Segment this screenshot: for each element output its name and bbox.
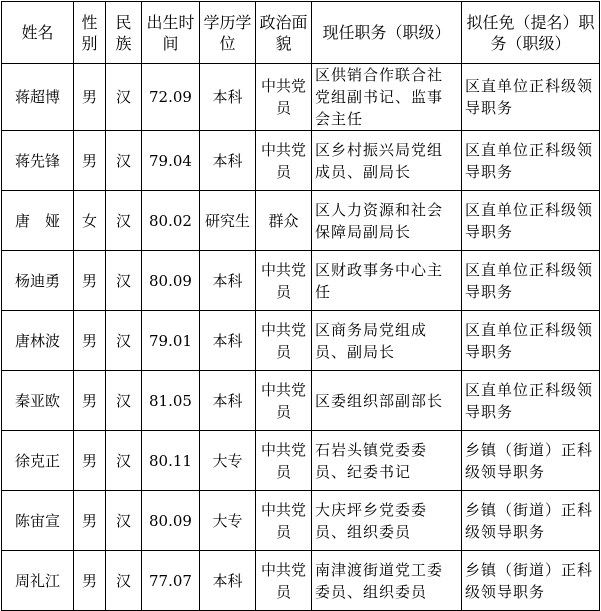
- cell-ethnicity: 汉: [106, 431, 142, 491]
- cell-political: 中共党员: [256, 251, 312, 311]
- header-political: 政治面貌: [256, 2, 312, 64]
- cell-political: 中共党员: [256, 371, 312, 431]
- cell-name: 杨迪勇: [2, 251, 74, 311]
- cell-education: 本科: [200, 371, 256, 431]
- header-name: 姓名: [2, 2, 74, 64]
- cell-birth: 77.07: [142, 551, 200, 611]
- cell-gender: 男: [74, 491, 106, 551]
- cell-name: 徐克正: [2, 431, 74, 491]
- table-row: [2, 431, 600, 491]
- cell-birth: 80.09: [142, 491, 200, 551]
- cell-ethnicity: 汉: [106, 131, 142, 191]
- cell-birth: 72.09: [142, 64, 200, 131]
- cell-education: 本科: [200, 251, 256, 311]
- cell-gender: 男: [74, 371, 106, 431]
- cell-political: 中共党员: [256, 491, 312, 551]
- header-row: [2, 2, 600, 64]
- cell-ethnicity: 汉: [106, 551, 142, 611]
- cell-proposed-position: 乡镇（街道）正科级领导职务: [462, 431, 600, 491]
- cell-political: 中共党员: [256, 311, 312, 371]
- cell-current-position: 区商务局党组成员、副局长: [312, 311, 462, 371]
- cell-ethnicity: 汉: [106, 64, 142, 131]
- cell-proposed-position: 区直单位正科级领导职务: [462, 64, 600, 131]
- cell-proposed-position: 乡镇（街道）正科级领导职务: [462, 491, 600, 551]
- cell-proposed-position: 区直单位正科级领导职务: [462, 191, 600, 251]
- cell-name: 唐 娅: [2, 191, 74, 251]
- cell-education: 本科: [200, 551, 256, 611]
- cell-current-position: 区供销合作联合社党组副书记、监事会主任: [312, 64, 462, 131]
- cell-proposed-position: 区直单位正科级领导职务: [462, 311, 600, 371]
- cell-current-position: 区委组织部副部长: [312, 371, 462, 431]
- cell-current-position: 石岩头镇党委委员、纪委书记: [312, 431, 462, 491]
- cell-gender: 男: [74, 131, 106, 191]
- cadre-roster-table: [1, 1, 600, 611]
- cell-birth: 81.05: [142, 371, 200, 431]
- table-row: [2, 551, 600, 611]
- cell-birth: 80.09: [142, 251, 200, 311]
- cell-proposed-position: 区直单位正科级领导职务: [462, 371, 600, 431]
- cell-name: 蒋超博: [2, 64, 74, 131]
- cell-current-position: 区人力资源和社会保障局副局长: [312, 191, 462, 251]
- cell-education: 研究生: [200, 191, 256, 251]
- cell-political: 群众: [256, 191, 312, 251]
- cell-name: 周礼江: [2, 551, 74, 611]
- cell-ethnicity: 汉: [106, 491, 142, 551]
- cell-ethnicity: 汉: [106, 311, 142, 371]
- cell-proposed-position: 区直单位正科级领导职务: [462, 251, 600, 311]
- header-proposed-position: 拟任免（提名）职务（职级）: [462, 2, 600, 64]
- cell-ethnicity: 汉: [106, 191, 142, 251]
- cell-education: 大专: [200, 491, 256, 551]
- cell-gender: 男: [74, 251, 106, 311]
- cell-education: 大专: [200, 431, 256, 491]
- cell-current-position: 南津渡街道党工委委员、组织委员: [312, 551, 462, 611]
- cell-gender: 女: [74, 191, 106, 251]
- cell-current-position: 区乡村振兴局党组成员、副局长: [312, 131, 462, 191]
- cell-name: 秦亚欧: [2, 371, 74, 431]
- cell-education: 本科: [200, 64, 256, 131]
- table-row: [2, 191, 600, 251]
- header-ethnicity: 民族: [106, 2, 142, 64]
- cell-political: 中共党员: [256, 551, 312, 611]
- cell-name: 陈宙宣: [2, 491, 74, 551]
- cell-gender: 男: [74, 551, 106, 611]
- cell-political: 中共党员: [256, 64, 312, 131]
- cell-name: 蒋先锋: [2, 131, 74, 191]
- cell-political: 中共党员: [256, 431, 312, 491]
- cell-gender: 男: [74, 64, 106, 131]
- header-current-position: 现任职务（职级）: [312, 2, 462, 64]
- table-row: [2, 251, 600, 311]
- header-education: 学历学位: [200, 2, 256, 64]
- cell-gender: 男: [74, 431, 106, 491]
- cell-gender: 男: [74, 311, 106, 371]
- cell-birth: 79.04: [142, 131, 200, 191]
- cell-ethnicity: 汉: [106, 371, 142, 431]
- cell-current-position: 大庆坪乡党委委员、组织委员: [312, 491, 462, 551]
- cell-education: 本科: [200, 311, 256, 371]
- cell-proposed-position: 区直单位正科级领导职务: [462, 131, 600, 191]
- cell-political: 中共党员: [256, 131, 312, 191]
- cell-ethnicity: 汉: [106, 251, 142, 311]
- cell-birth: 80.02: [142, 191, 200, 251]
- table-row: [2, 64, 600, 131]
- table-row: [2, 371, 600, 431]
- cell-education: 本科: [200, 131, 256, 191]
- table-row: [2, 491, 600, 551]
- cell-current-position: 区财政事务中心主任: [312, 251, 462, 311]
- cell-name: 唐林波: [2, 311, 74, 371]
- header-birth: 出生时间: [142, 2, 200, 64]
- cell-birth: 80.11: [142, 431, 200, 491]
- header-gender: 性别: [74, 2, 106, 64]
- cell-birth: 79.01: [142, 311, 200, 371]
- cell-proposed-position: 乡镇（街道）正科级领导职务: [462, 551, 600, 611]
- table-row: [2, 131, 600, 191]
- table-row: [2, 311, 600, 371]
